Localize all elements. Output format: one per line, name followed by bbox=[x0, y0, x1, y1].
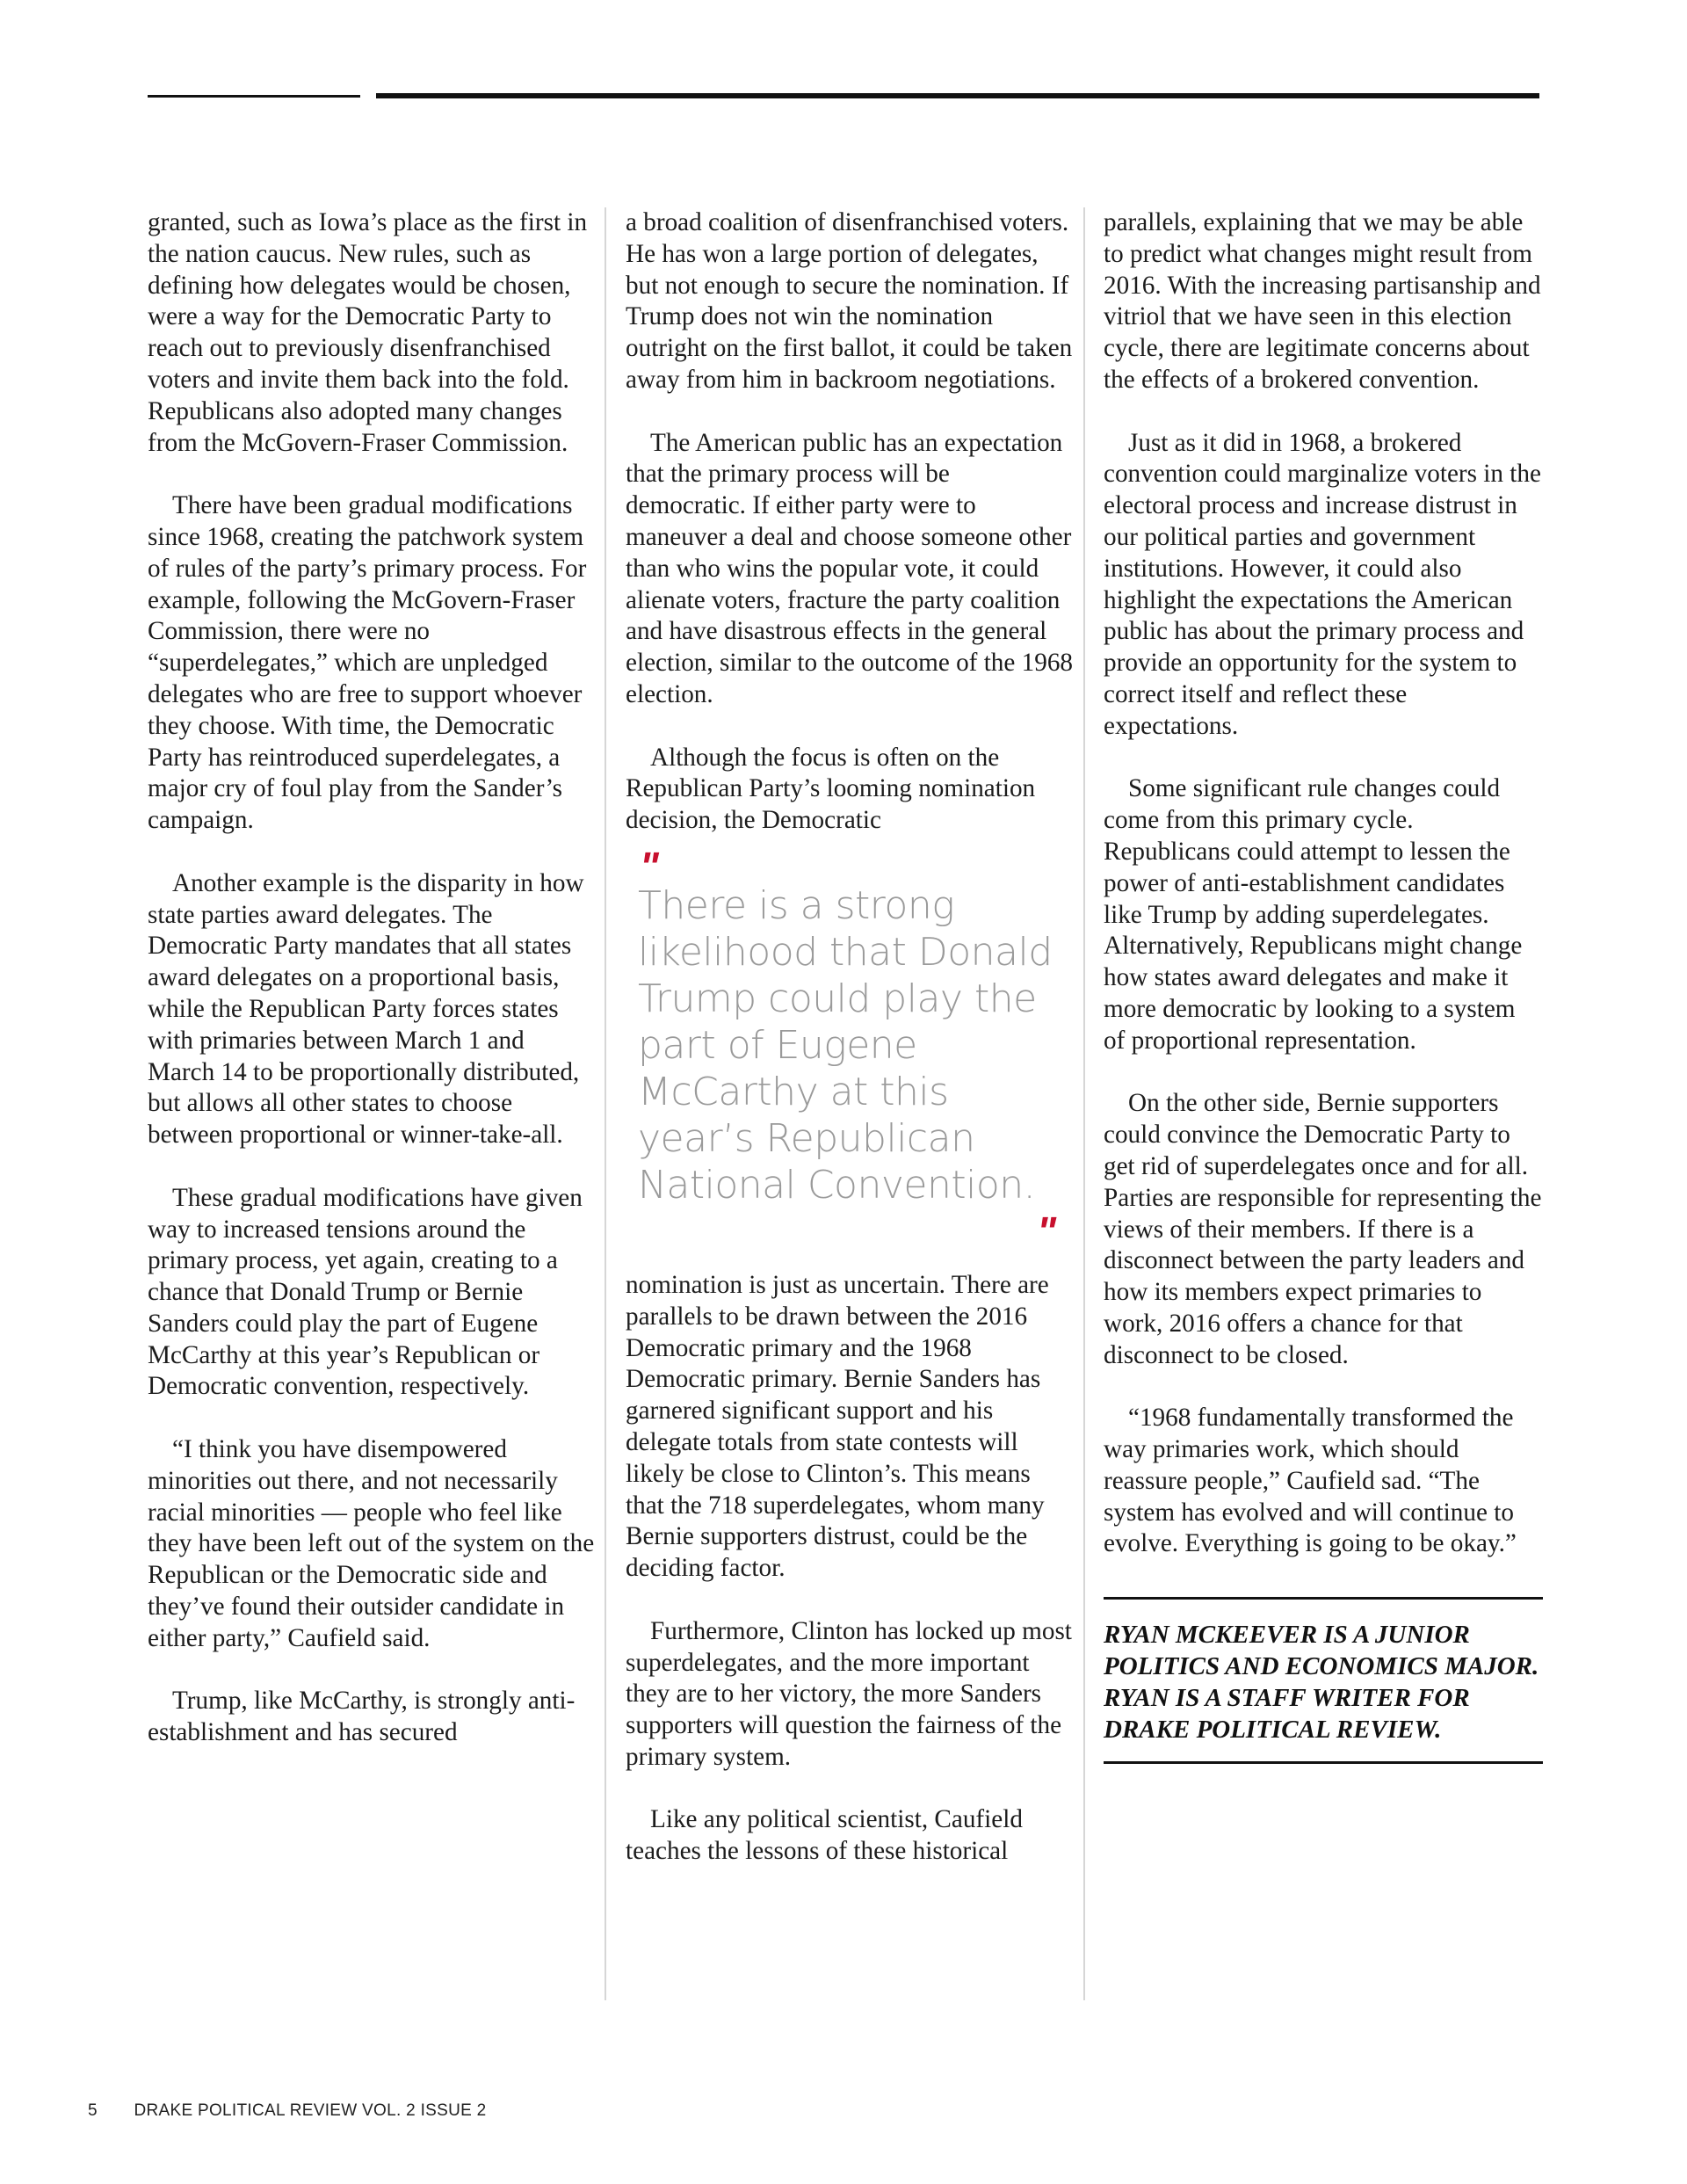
article-column-1 bbox=[148, 207, 596, 1781]
paragraph: These gradual modifications have given way to increased tensions around the primary process, yet again, creating to a chance that Donald Trump or Bernie Sanders could play the part of Eugene McCarthy at this year’s Republican or Democratic convention, respectively. bbox=[148, 1183, 583, 1401]
header-rule-short bbox=[148, 95, 360, 98]
paragraph: Another example is the disparity in how state parties award delegates. The Democratic Party mandates that all states award delegates on a proportional basis, while the Republican Party forces states with primaries between March 1 and March 14 to be proportionally distributed, but allows all other states to choose between proportional or winner-take-all. bbox=[148, 868, 584, 1150]
paragraph: There have been gradual modifications since 1968, creating the patchwork system of rules of the party’s primary process. For example, following the McGovern-Fraser Commission, there were no “superdelegates,” which are unpledged delegates who are free to support whoever they choose. With time, the Democratic Party has reintroduced superdelegates, a major cry of foul play from the Sander’s campaign. bbox=[148, 491, 587, 835]
paragraph: granted, such as Iowa’s place as the first in the nation caucus. New rules, such as defining how delegates would be chosen, were a way for the Democratic Party to reach out to previously disenfranchised voters and invite them back into the fold. Republicans also adopted many changes from the McGovern-Fraser Commission. bbox=[148, 208, 588, 457]
paragraph: parallels, explaining that we may be able to predict what changes might result from 2016. With the increasing partisanship and vitriol that we have seen in this election cycle, there are legitimate concerns about the effects of a brokered convention. bbox=[1104, 208, 1541, 394]
publication-name: DRAKE POLITICAL REVIEW VOL. 2 ISSUE 2 bbox=[134, 2101, 487, 2120]
paragraph: a broad coalition of disenfranchised voters. He has won a large portion of delegates, but not enough to secure the nomination. If Trump does not win the nomination outright on the first ballot, it could be taken away from him in backroom negotiations. bbox=[626, 208, 1073, 394]
page-number: 5 bbox=[88, 2101, 98, 2120]
bio-rule-top bbox=[1104, 1597, 1543, 1600]
paragraph: “I think you have disempowered minorities out there, and not necessarily racial minorities — people who feel like they have been left out of the system on the Republican or the Democratic side and they’ve found their outsider candidate in either party,” Caufield said. bbox=[148, 1435, 595, 1652]
paragraph: The American public has an expectation that the primary process will be democratic. If either party were to maneuver a deal and choose someone other than who wins the popular vote, it could alienate voters, fracture the party coalition and have disastrous effects in the general election, similar to the outcome of the 1968 election. bbox=[626, 428, 1074, 708]
paragraph: Trump, like McCarthy, is strongly anti-establishment and has secured bbox=[148, 1687, 576, 1747]
paragraph: Furthermore, Clinton has locked up most superdelegates, and the more important they are to her victory, the more Sanders supporters will question the fairness of the primary system. bbox=[626, 1616, 1072, 1771]
paragraph: On the other side, Bernie supporters could convince the Democratic Party to get rid of superdelegates once and for all. Parties are responsible for representing the views of their members. If there is a disconnect between the party leaders and how its members expect primaries to work, 2016 offers a chance for that disconnect to be closed. bbox=[1104, 1089, 1542, 1369]
open-quote-icon: " bbox=[640, 843, 659, 889]
paragraph: “1968 fundamentally transformed the way primaries work, which should reassure people,” Caufield sad. “The system has evolved and will continue to evolve. Everything is going to be okay.” bbox=[1104, 1404, 1517, 1558]
paragraph: Some significant rule changes could come from this primary cycle. Republicans could attempt to lessen the power of anti-establishment candidates like Trump by adding superdelegates. Alternatively, Republicans might change how states award delegates and make it more democratic by looking to a system of proportional representation. bbox=[1104, 774, 1523, 1055]
header-rule-long bbox=[376, 93, 1539, 98]
paragraph: nomination is just as uncertain. There are parallels to be drawn between the 2016 Democratic primary and the 1968 Democratic primary. Bernie Sanders has garnered significant support and his delegate totals from state contests will likely be close to Clinton’s. This means that the 718 superdelegates, whom many Bernie supporters distrust, could be the deciding factor. bbox=[626, 1270, 1049, 1583]
page-footer bbox=[88, 2101, 487, 2121]
author-bio: RYAN MCKEEVER IS A JUNIOR POLITICS AND ECONOMICS MAJOR. RYAN IS A STAFF WRITER FOR DRAKE POLITICAL REVIEW. bbox=[1104, 1621, 1539, 1745]
paragraph: Although the focus is often on the Republican Party’s looming nomination decision, the Democratic bbox=[626, 743, 1036, 835]
paragraph: Just as it did in 1968, a brokered convention could marginalize voters in the electoral process and increase distrust in our political parties and government institutions. However, it could also highlight the expectations the American public has about the primary process and provide an opportunity for the system to correct itself and reflect these expectations. bbox=[1104, 428, 1541, 740]
pull-quote bbox=[626, 843, 1074, 1254]
pull-quote-text: There is a strong likelihood that Donald Trump could play the part of Eugene McCarthy at this year’s Republican National Convention. bbox=[638, 882, 1053, 1208]
article-column-3 bbox=[1104, 207, 1543, 1764]
column-divider-left bbox=[605, 207, 606, 2000]
bio-rule-bottom bbox=[1104, 1761, 1543, 1764]
paragraph: Like any political scientist, Caufield teaches the lessons of these historical bbox=[626, 1805, 1023, 1866]
close-quote-icon: " bbox=[1037, 1208, 1056, 1254]
column-divider-right bbox=[1083, 207, 1085, 2000]
article-column-2 bbox=[626, 207, 1074, 1899]
